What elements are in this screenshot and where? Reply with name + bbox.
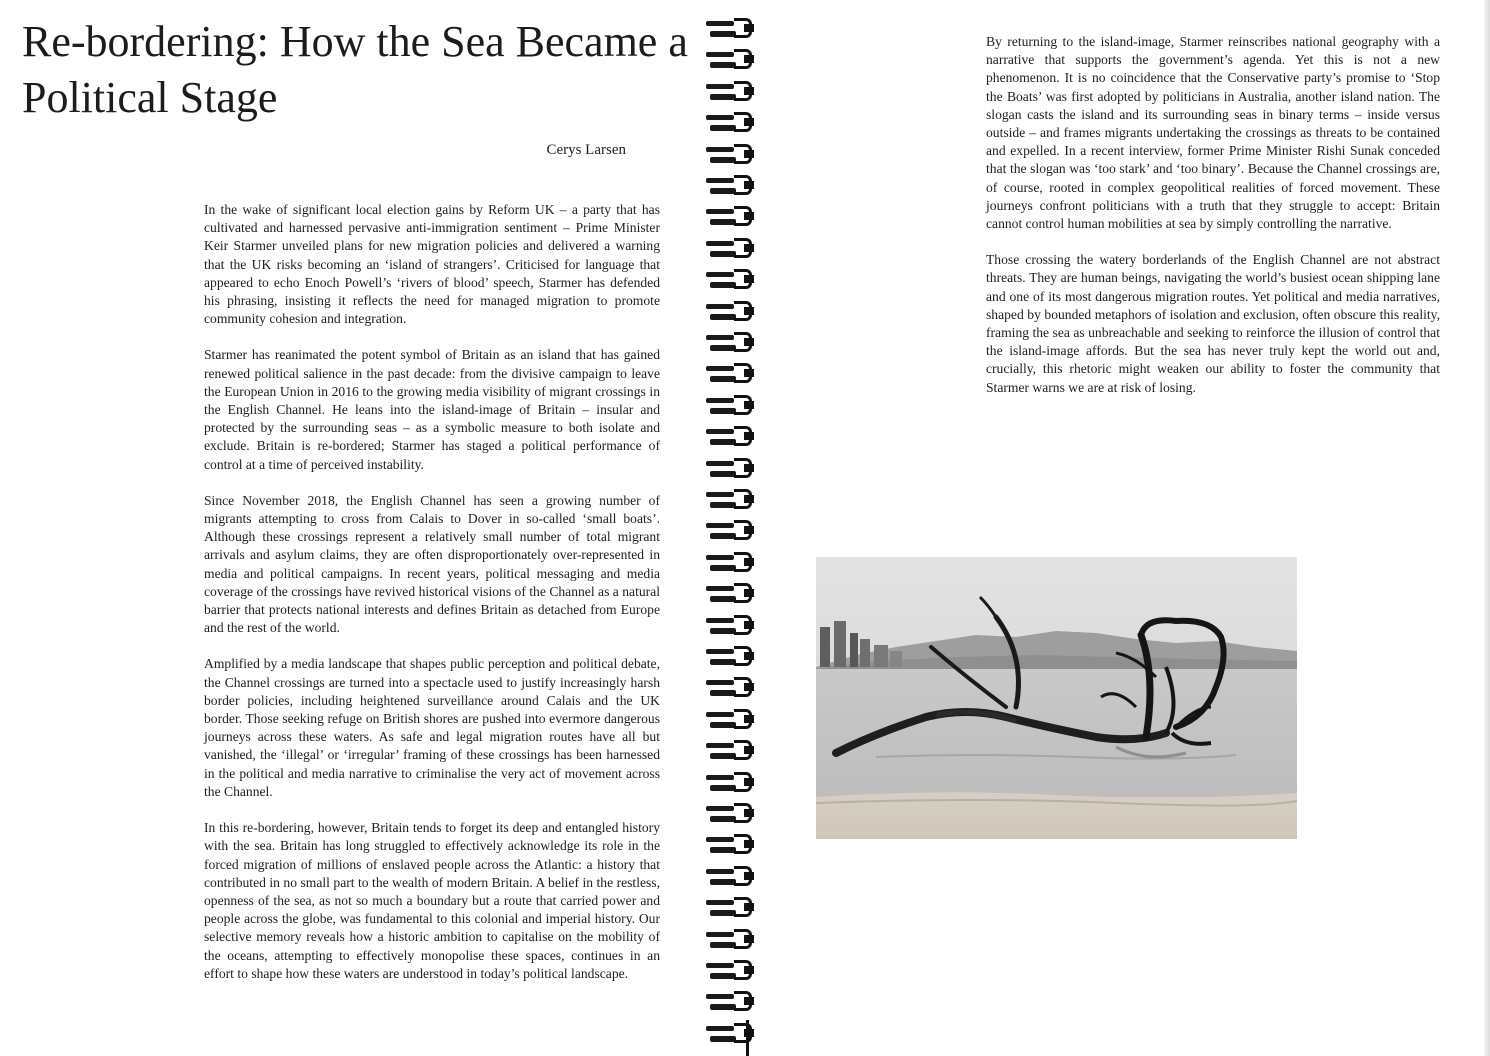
binding-ring bbox=[704, 738, 760, 764]
binding-ring bbox=[704, 707, 760, 733]
spiral-binding bbox=[704, 16, 760, 1056]
article-author: Cerys Larsen bbox=[546, 142, 626, 158]
binding-ring bbox=[704, 581, 760, 607]
left-column bbox=[204, 201, 660, 1001]
binding-ring bbox=[704, 330, 760, 356]
binding-ring bbox=[704, 644, 760, 670]
binding-ring bbox=[704, 675, 760, 701]
binding-ring bbox=[704, 361, 760, 387]
binding-ring bbox=[704, 550, 760, 576]
binding-ring bbox=[704, 518, 760, 544]
binding-ring bbox=[704, 1021, 760, 1047]
body-paragraph: Amplified by a media landscape that shapes public perception and political debate, the Channel crossings are turned into a spectacle used to justify increasingly harsh border policies, including heightened surveillance around Calais and the UK border. Those seeking refuge on British shores are pushed into evermore dangerous journeys across these waters. As safe and legal migration routes have all but vanished, the ‘illegal’ or ‘irregular’ framing of these crossings has been harnessed in the political and media narrative to criminalise the very act of movement across the Channel. bbox=[204, 656, 660, 799]
right-column bbox=[986, 33, 1440, 415]
body-paragraph: In this re-bordering, however, Britain tends to forget its deep and entangled history with the sea. Britain has long struggled to effectively acknowledge its role in the forced migration of millions of enslaved people across the Atlantic: a history that contributed in no small part to the wealth of modern Britain. A belief in the restless, openness of the sea, as not so much a boundary but a route that carried power and people across the globe, was fundamental to this colonial and imperial history. Our selective memory reveals how a historic ambition to capitalise on the mobility of the oceans, attempting to effectively monopolise these spaces, continues in an effort to shape how these waters are understood in today’s political landscape. bbox=[204, 820, 660, 981]
binding-ring bbox=[704, 173, 760, 199]
binding-ring bbox=[704, 613, 760, 639]
binding-ring bbox=[704, 770, 760, 796]
binding-ring bbox=[704, 299, 760, 325]
binding-ring bbox=[704, 393, 760, 419]
body-paragraph: Starmer has reanimated the potent symbol of Britain as an island that has gained renewed political salience in the past decade: from the divisive campaign to leave the European Union in 2016 to the growing media visibility of migrant crossings in the English Channel. He leans into the island-image of Britain – insular and protected by the surrounding seas – as a symbolic measure to both isolate and exclude. Britain is re-bordered; Starmer has staged a political performance of control at a time of perceived instability. bbox=[204, 347, 660, 472]
binding-ring bbox=[704, 204, 760, 230]
driftwood-photo bbox=[816, 557, 1297, 839]
binding-ring bbox=[704, 958, 760, 984]
binding-ring bbox=[704, 424, 760, 450]
article-title: Re-bordering: How the Sea Became a Political Stage bbox=[22, 17, 688, 122]
binding-ring bbox=[704, 864, 760, 890]
binding-ring bbox=[704, 16, 760, 42]
binding-ring bbox=[704, 927, 760, 953]
binding-ring bbox=[704, 801, 760, 827]
binding-ring bbox=[704, 142, 760, 168]
binding-ring bbox=[704, 989, 760, 1015]
binding-ring bbox=[704, 236, 760, 262]
body-paragraph: By returning to the island-image, Starmer reinscribes national geography with a narrative that supports the government’s agenda. Yet this is not a new phenomenon. It is no coincidence that the Conservative party’s promise to ‘Stop the Boats’ was first adopted by politicians in Australia, another island nation. The slogan casts the island and its surrounding seas in binary terms – inside versus outside – and frames migrants undertaking the crossings as threats to be contained and expelled. In a recent interview, former Prime Minister Rishi Sunak conceded that the slogan was ‘too stark’ and ‘too binary’. Because the Channel crossings are, of course, rooted in complex geopolitical realities of forced movement. These journeys confront politicians with a truth that they struggle to accept: Britain cannot control human mobilities at sea by simply controlling the narrative. bbox=[986, 34, 1440, 232]
binding-ring bbox=[704, 832, 760, 858]
photo-image bbox=[816, 557, 1297, 839]
spine-edge bbox=[746, 1020, 749, 1056]
page-edge bbox=[1484, 0, 1490, 1056]
body-paragraph: Those crossing the watery borderlands of the English Channel are not abstract threats. They are human beings, navigating the world’s busiest ocean shipping lane and one of its most dangerous migration routes. Yet political and media narratives, shaped by bounded metaphors of isolation and exclusion, often obscure this reality, framing the sea as unbreachable and seeking to reinforce the illusion of control that the island-image affords. But the sea has never truly kept the world out and, crucially, this rhetoric might weaken our ability to foster the community that Starmer warns we are at risk of losing. bbox=[986, 252, 1440, 395]
body-paragraph: In the wake of significant local election gains by Reform UK – a party that has cultivated and harnessed pervasive anti-immigration sentiment – Prime Minister Keir Starmer unveiled plans for new migration policies and delivered a warning that the UK risks becoming an ‘island of strangers’. Criticised for language that appeared to echo Enoch Powell’s ‘rivers of blood’ speech, Starmer has defended his phrasing, insisting it reflects the need for managed migration to promote community cohesion and integration. bbox=[204, 202, 660, 327]
binding-ring bbox=[704, 110, 760, 136]
binding-ring bbox=[704, 456, 760, 482]
body-paragraph: Since November 2018, the English Channel has seen a growing number of migrants attempting to cross from Calais to Dover in so-called ‘small boats’. Although these crossings represent a relatively small number of total migrant arrivals and asylum claims, they are often disproportionately over-represented in media and political campaigns. In recent years, political messaging and media coverage of the crossings have revived historical visions of the Channel as a natural barrier that protects national interests and defines Britain as detached from Europe and the rest of the world. bbox=[204, 492, 660, 636]
binding-ring bbox=[704, 267, 760, 293]
binding-ring bbox=[704, 47, 760, 73]
binding-ring bbox=[704, 79, 760, 105]
binding-ring bbox=[704, 895, 760, 921]
binding-ring bbox=[704, 487, 760, 513]
